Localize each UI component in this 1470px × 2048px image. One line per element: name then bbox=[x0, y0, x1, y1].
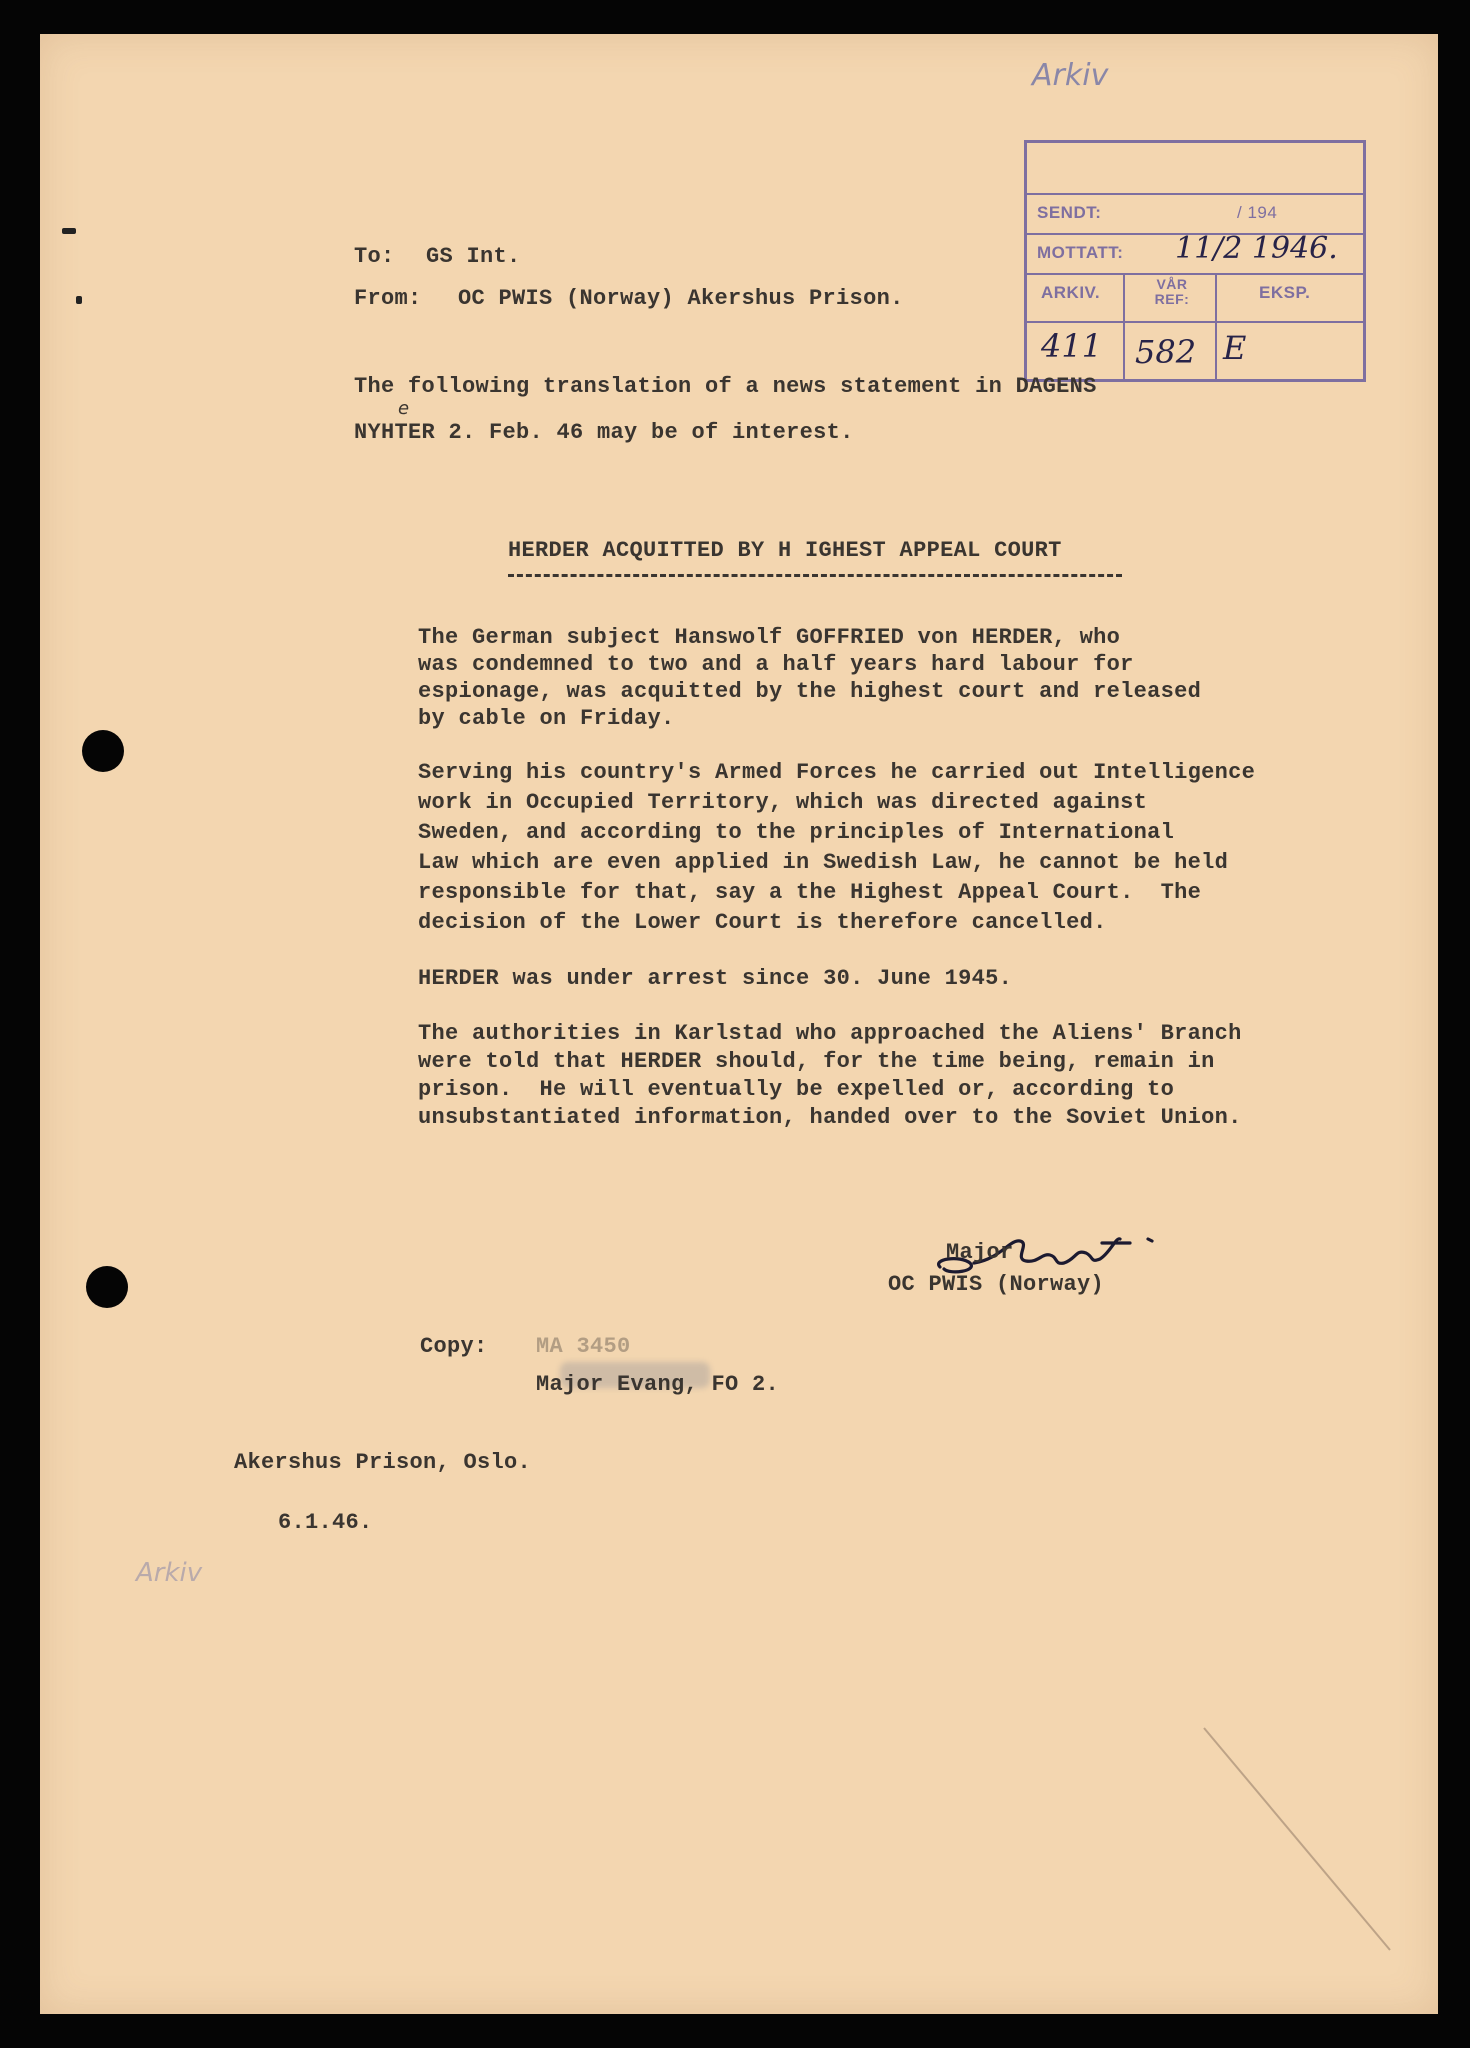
signature-rank: Major bbox=[946, 1240, 1014, 1265]
paragraph-2: Serving his country's Armed Forces he carried out Intelligence work in Occupied Territory, which was directed against Sweden, and according to the principles of International Law which are even applied in Swedish Law, he cannot be held responsible for that, say a the Highest Appeal Court. The decision of the Lower Court is therefore cancelled. bbox=[418, 760, 1256, 935]
speck bbox=[76, 296, 82, 304]
copy-line-2: Major Evang, FO 2. bbox=[536, 1372, 780, 1397]
stamp-sendt-value: / 194 bbox=[1237, 203, 1278, 222]
from-label: From: bbox=[354, 286, 422, 311]
paragraph-3: HERDER was under arrest since 30. June 1945. bbox=[418, 966, 1013, 991]
stamp-eksp-label: EKSP. bbox=[1259, 283, 1311, 302]
document-page bbox=[40, 34, 1438, 2014]
signature-title: OC PWIS (Norway) bbox=[888, 1272, 1105, 1297]
footer-place: Akershus Prison, Oslo. bbox=[234, 1450, 532, 1475]
stamp-mottatt-value: 11/2 1946. bbox=[1175, 231, 1338, 266]
copy-label: Copy: bbox=[420, 1334, 488, 1359]
intro-insertion: e bbox=[398, 398, 410, 419]
stamp-var-ref-label: VÅR REF: bbox=[1154, 276, 1190, 307]
copy-line-1: MA 3450 bbox=[536, 1334, 631, 1359]
to-label: To: bbox=[354, 244, 395, 269]
article-heading: HERDER ACQUITTED BY H IGHEST APPEAL COURT bbox=[508, 538, 1062, 563]
stamp-sendt-label: SENDT: bbox=[1037, 203, 1102, 222]
fold-crease bbox=[1200, 1724, 1400, 1964]
pencil-note-top: Arkiv bbox=[1032, 58, 1109, 93]
from-value: OC PWIS (Norway) Akershus Prison. bbox=[458, 286, 904, 311]
stamp-eksp-value: E bbox=[1223, 329, 1247, 367]
intro-line-2: NYHTER 2. Feb. 46 may be of interest. bbox=[354, 420, 854, 445]
intro-line-1: The following translation of a news statement in DAGENS bbox=[354, 374, 1097, 399]
stamp-arkiv-label: ARKIV. bbox=[1041, 283, 1101, 302]
heading-underline bbox=[508, 574, 1122, 577]
registry-stamp bbox=[1024, 140, 1366, 382]
to-value: GS Int. bbox=[426, 244, 521, 269]
stamp-arkiv-value: 411 bbox=[1041, 327, 1103, 365]
footer-date: 6.1.46. bbox=[278, 1510, 373, 1535]
speck bbox=[62, 228, 76, 234]
punch-hole-top bbox=[82, 730, 124, 772]
stamp-mottatt-label: MOTTATT: bbox=[1037, 243, 1124, 262]
stamp-ref-value: 582 bbox=[1135, 333, 1197, 371]
punch-hole-bottom bbox=[86, 1266, 128, 1308]
paragraph-4: The authorities in Karlstad who approached the Aliens' Branch were told that HERDER should, for the time being, remain in prison. He will eventually be expelled or, according to unsubstantiated information, handed over to the Soviet Union. bbox=[418, 1021, 1242, 1130]
pencil-note-bottom: Arkiv bbox=[136, 1558, 203, 1588]
paragraph-1: The German subject Hanswolf GOFFRIED von HERDER, who was condemned to two and a half years hard labour for espionage, was acquitted by the highest court and released by cable on Friday. bbox=[418, 625, 1202, 731]
